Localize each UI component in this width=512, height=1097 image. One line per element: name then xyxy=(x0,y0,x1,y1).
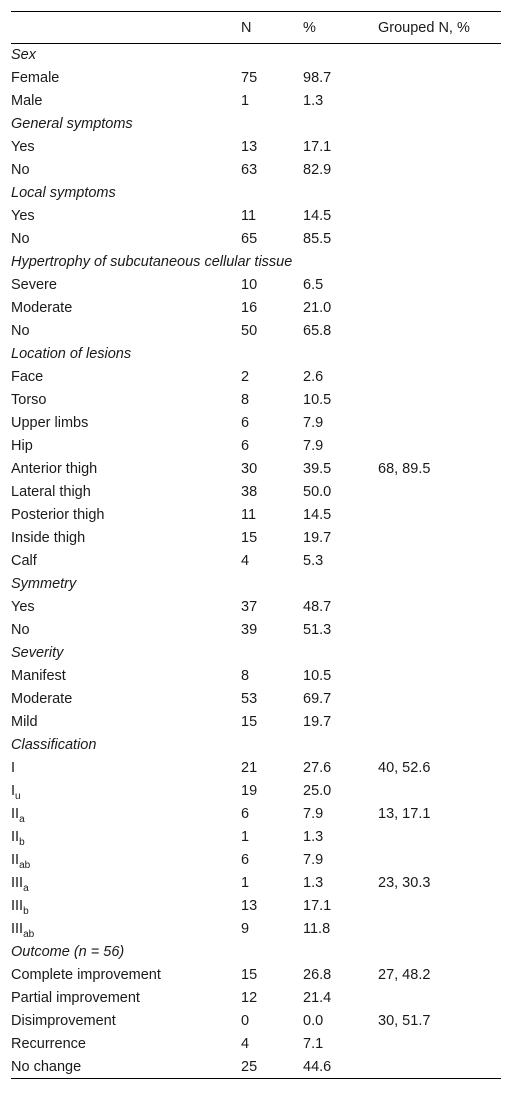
percent-cell: 7.9 xyxy=(303,415,324,431)
row-label xyxy=(11,90,241,113)
grouped-cell xyxy=(378,366,501,389)
row-label-text: II xyxy=(11,829,20,845)
table-row xyxy=(11,90,501,113)
row-label-text: Lateral thigh xyxy=(11,484,91,500)
row-label xyxy=(11,711,241,734)
table-row xyxy=(11,1033,501,1056)
grouped-cell xyxy=(378,780,501,803)
percent-cell: 82.9 xyxy=(303,162,332,178)
table-row xyxy=(11,757,501,780)
count-cell: 6 xyxy=(241,806,250,822)
section-row xyxy=(11,343,501,366)
percent-cell: 11.8 xyxy=(303,921,331,937)
section-row xyxy=(11,251,501,274)
row-label-text: Face xyxy=(11,369,44,385)
count-cell: 13 xyxy=(241,898,258,914)
row-label xyxy=(11,228,241,251)
header-label-col xyxy=(11,12,241,44)
table-row xyxy=(11,320,501,343)
header-n: N xyxy=(241,12,303,44)
table-row xyxy=(11,504,501,527)
data-table xyxy=(11,11,501,1079)
row-label-text: No xyxy=(11,622,30,638)
row-label xyxy=(11,826,241,849)
table-row xyxy=(11,527,501,550)
row-label-text: Torso xyxy=(11,392,47,408)
percent-cell: 10.5 xyxy=(303,668,332,684)
percent-cell: 2.6 xyxy=(303,369,324,385)
row-label xyxy=(11,895,241,918)
percent-cell: 0.0 xyxy=(303,1013,324,1029)
row-label-text: III xyxy=(11,875,24,891)
row-label xyxy=(11,320,241,343)
header-percent: % xyxy=(303,12,378,44)
row-label-subscript: b xyxy=(23,906,29,917)
count-cell: 50 xyxy=(241,323,258,339)
row-label-text: No xyxy=(11,162,30,178)
table-row xyxy=(11,136,501,159)
section-row xyxy=(11,941,501,964)
row-label xyxy=(11,918,241,941)
percent-cell: 19.7 xyxy=(303,530,332,546)
row-label xyxy=(11,964,241,987)
count-cell: 10 xyxy=(241,277,258,293)
row-label xyxy=(11,1010,241,1033)
table-row xyxy=(11,964,501,987)
percent-cell: 27.6 xyxy=(303,760,332,776)
grouped-cell xyxy=(378,849,501,872)
row-label-text: No change xyxy=(11,1058,82,1075)
row-label xyxy=(11,780,241,803)
section-label: Classification xyxy=(11,737,97,753)
grouped-cell xyxy=(378,389,501,412)
count-cell: 19 xyxy=(241,783,258,799)
grouped-cell xyxy=(378,895,501,918)
row-label-text: Moderate xyxy=(11,300,73,316)
table-row xyxy=(11,297,501,320)
percent-cell: 14.5 xyxy=(303,507,332,523)
percent-cell: 98.7 xyxy=(303,70,332,86)
table-row xyxy=(11,849,501,872)
percent-cell: 85.5 xyxy=(303,231,332,247)
row-label-text: Yes xyxy=(11,208,35,224)
percent-cell: 19.7 xyxy=(303,714,332,730)
count-cell: 6 xyxy=(241,852,250,868)
section-row xyxy=(11,573,501,596)
section-row xyxy=(11,734,501,757)
grouped-cell: 40, 52.6 xyxy=(378,760,431,776)
count-cell: 2 xyxy=(241,369,250,385)
row-label-subscript: a xyxy=(23,883,29,894)
table-row xyxy=(11,711,501,734)
row-label xyxy=(11,389,241,412)
table-row xyxy=(11,481,501,504)
grouped-cell xyxy=(378,918,501,941)
grouped-cell xyxy=(378,665,501,688)
grouped-cell xyxy=(378,159,501,182)
row-label xyxy=(11,619,241,642)
table-row xyxy=(11,205,501,228)
table-row xyxy=(11,274,501,297)
table-row xyxy=(11,895,501,918)
percent-cell: 14.5 xyxy=(303,208,332,224)
row-label xyxy=(11,366,241,389)
row-label xyxy=(11,67,241,90)
table-row xyxy=(11,435,501,458)
percent-cell: 1.3 xyxy=(303,93,324,109)
section-row xyxy=(11,642,501,665)
row-label-text: Upper limbs xyxy=(11,415,89,431)
percent-cell: 39.5 xyxy=(303,461,332,477)
table-row xyxy=(11,366,501,389)
count-cell: 15 xyxy=(241,967,258,983)
percent-cell: 44.6 xyxy=(303,1056,378,1079)
grouped-cell: 13, 17.1 xyxy=(378,806,431,822)
table-row xyxy=(11,596,501,619)
row-label-subscript: ab xyxy=(19,860,31,871)
table-row xyxy=(11,389,501,412)
row-label-text: Posterior thigh xyxy=(11,507,105,523)
grouped-cell: 30, 51.7 xyxy=(378,1013,431,1029)
row-label xyxy=(11,458,241,481)
row-label-text: Inside thigh xyxy=(11,530,86,546)
row-label-text: No xyxy=(11,323,30,339)
row-label-subscript: a xyxy=(19,814,25,825)
row-label xyxy=(11,504,241,527)
percent-cell: 5.3 xyxy=(303,553,324,569)
row-label xyxy=(11,596,241,619)
grouped-cell xyxy=(378,504,501,527)
row-label xyxy=(11,274,241,297)
grouped-cell xyxy=(378,826,501,849)
row-label-text: Severe xyxy=(11,277,57,293)
header-grouped: Grouped N, % xyxy=(378,12,501,44)
percent-cell: 7.9 xyxy=(303,806,324,822)
count-cell: 6 xyxy=(241,438,250,454)
table-row xyxy=(11,67,501,90)
row-label xyxy=(11,297,241,320)
percent-cell: 65.8 xyxy=(303,323,332,339)
percent-cell: 69.7 xyxy=(303,691,332,707)
count-cell: 8 xyxy=(241,392,250,408)
row-label xyxy=(11,1033,241,1056)
row-label xyxy=(11,481,241,504)
percent-cell: 1.3 xyxy=(303,875,324,891)
row-label-text: Female xyxy=(11,70,60,86)
row-label-text: I xyxy=(11,783,16,799)
section-label: Severity xyxy=(11,645,64,661)
grouped-cell xyxy=(378,297,501,320)
row-label-subscript: u xyxy=(15,791,21,802)
header-row xyxy=(11,12,501,44)
table-row xyxy=(11,550,501,573)
row-label xyxy=(11,803,241,826)
table-row xyxy=(11,665,501,688)
count-cell: 0 xyxy=(241,1013,250,1029)
percent-cell: 6.5 xyxy=(303,277,324,293)
count-cell: 15 xyxy=(241,714,258,730)
count-cell: 1 xyxy=(241,875,250,891)
percent-cell: 48.7 xyxy=(303,599,332,615)
grouped-cell xyxy=(378,1033,501,1056)
row-label xyxy=(11,872,241,895)
grouped-cell xyxy=(378,320,501,343)
grouped-cell xyxy=(378,1056,501,1079)
grouped-cell xyxy=(378,136,501,159)
grouped-cell xyxy=(378,412,501,435)
count-cell: 53 xyxy=(241,691,258,707)
row-label-text: III xyxy=(11,921,24,937)
count-cell: 16 xyxy=(241,300,258,316)
section-label: Symmetry xyxy=(11,576,77,592)
percent-cell: 7.1 xyxy=(303,1036,324,1052)
percent-cell: 1.3 xyxy=(303,829,324,845)
grouped-cell: 27, 48.2 xyxy=(378,967,431,983)
table-row xyxy=(11,619,501,642)
grouped-cell xyxy=(378,90,501,113)
count-cell: 30 xyxy=(241,461,258,477)
grouped-cell xyxy=(378,711,501,734)
count-cell: 38 xyxy=(241,484,258,500)
table-row xyxy=(11,159,501,182)
section-row xyxy=(11,113,501,136)
count-cell: 75 xyxy=(241,70,258,86)
row-label xyxy=(11,550,241,573)
count-cell: 39 xyxy=(241,622,258,638)
row-label-text: No xyxy=(11,231,30,247)
percent-cell: 7.9 xyxy=(303,438,324,454)
row-label-text: Disimprovement xyxy=(11,1013,116,1029)
row-label-text: II xyxy=(11,806,20,822)
row-label-text: Calf xyxy=(11,553,37,569)
section-label: Hypertrophy of subcutaneous cellular tissue xyxy=(11,254,293,270)
table-body xyxy=(11,44,501,1079)
row-label xyxy=(11,849,241,872)
count-cell: 11 xyxy=(241,507,257,523)
row-label xyxy=(11,665,241,688)
percent-cell: 21.0 xyxy=(303,300,332,316)
row-label-text: Mild xyxy=(11,714,38,730)
row-label xyxy=(11,205,241,228)
count-cell: 4 xyxy=(241,1036,250,1052)
percent-cell: 21.4 xyxy=(303,990,332,1006)
percent-cell: 26.8 xyxy=(303,967,332,983)
percent-cell: 25.0 xyxy=(303,783,332,799)
table-row xyxy=(11,458,501,481)
table-row xyxy=(11,918,501,941)
row-label-text: Partial improvement xyxy=(11,990,140,1006)
count-cell: 11 xyxy=(241,208,257,224)
section-row xyxy=(11,44,501,67)
percent-cell: 10.5 xyxy=(303,392,332,408)
grouped-cell xyxy=(378,435,501,458)
count-cell: 37 xyxy=(241,599,258,615)
percent-cell: 7.9 xyxy=(303,852,324,868)
percent-cell: 17.1 xyxy=(303,898,332,914)
section-label: Local symptoms xyxy=(11,185,116,201)
row-label xyxy=(11,136,241,159)
row-label-text: III xyxy=(11,898,24,914)
table-row xyxy=(11,228,501,251)
row-label xyxy=(11,1056,241,1079)
row-label xyxy=(11,688,241,711)
row-label-text: Male xyxy=(11,93,43,109)
count-cell: 13 xyxy=(241,139,258,155)
grouped-cell xyxy=(378,550,501,573)
row-label-text: Hip xyxy=(11,438,33,454)
section-row xyxy=(11,182,501,205)
row-label-text: I xyxy=(11,760,16,776)
row-label-subscript: ab xyxy=(23,929,35,940)
section-label: Sex xyxy=(11,47,36,64)
count-cell: 9 xyxy=(241,921,250,937)
grouped-cell xyxy=(378,274,501,297)
count-cell: 4 xyxy=(241,553,250,569)
row-label-text: Yes xyxy=(11,139,35,155)
count-cell: 1 xyxy=(241,829,250,845)
table-row xyxy=(11,987,501,1010)
percent-cell: 50.0 xyxy=(303,484,332,500)
section-label: Location of lesions xyxy=(11,346,132,362)
row-label xyxy=(11,987,241,1010)
count-cell: 12 xyxy=(241,990,258,1006)
count-cell: 6 xyxy=(241,415,250,431)
grouped-cell xyxy=(378,67,501,90)
row-label-text: Manifest xyxy=(11,668,66,684)
row-label xyxy=(11,757,241,780)
count-cell: 1 xyxy=(241,93,250,109)
percent-cell: 17.1 xyxy=(303,139,332,155)
grouped-cell: 23, 30.3 xyxy=(378,875,431,891)
grouped-cell xyxy=(378,619,501,642)
row-label-text: II xyxy=(11,852,20,868)
section-label: General symptoms xyxy=(11,116,133,132)
table-row xyxy=(11,688,501,711)
row-label-text: Anterior thigh xyxy=(11,461,98,477)
count-cell: 63 xyxy=(241,162,258,178)
row-label xyxy=(11,412,241,435)
count-cell: 25 xyxy=(241,1056,303,1079)
row-label-text: Recurrence xyxy=(11,1036,86,1052)
row-label-text: Yes xyxy=(11,599,35,615)
row-label-text: Moderate xyxy=(11,691,73,707)
row-label-subscript: b xyxy=(19,837,25,848)
table-row xyxy=(11,1056,501,1079)
table-row xyxy=(11,826,501,849)
table-row xyxy=(11,412,501,435)
table-row xyxy=(11,1010,501,1033)
grouped-cell xyxy=(378,596,501,619)
grouped-cell xyxy=(378,205,501,228)
count-cell: 65 xyxy=(241,231,258,247)
count-cell: 21 xyxy=(241,760,258,776)
grouped-cell: 68, 89.5 xyxy=(378,461,431,477)
table-row xyxy=(11,803,501,826)
table-row xyxy=(11,872,501,895)
grouped-cell xyxy=(378,481,501,504)
row-label xyxy=(11,159,241,182)
row-label xyxy=(11,435,241,458)
count-cell: 8 xyxy=(241,668,250,684)
grouped-cell xyxy=(378,987,501,1010)
grouped-cell xyxy=(378,527,501,550)
percent-cell: 51.3 xyxy=(303,622,332,638)
grouped-cell xyxy=(378,688,501,711)
count-cell: 15 xyxy=(241,530,258,546)
section-label: Outcome (n = 56) xyxy=(11,944,125,960)
row-label-text: Complete improvement xyxy=(11,967,161,983)
table-row xyxy=(11,780,501,803)
row-label xyxy=(11,527,241,550)
grouped-cell xyxy=(378,228,501,251)
